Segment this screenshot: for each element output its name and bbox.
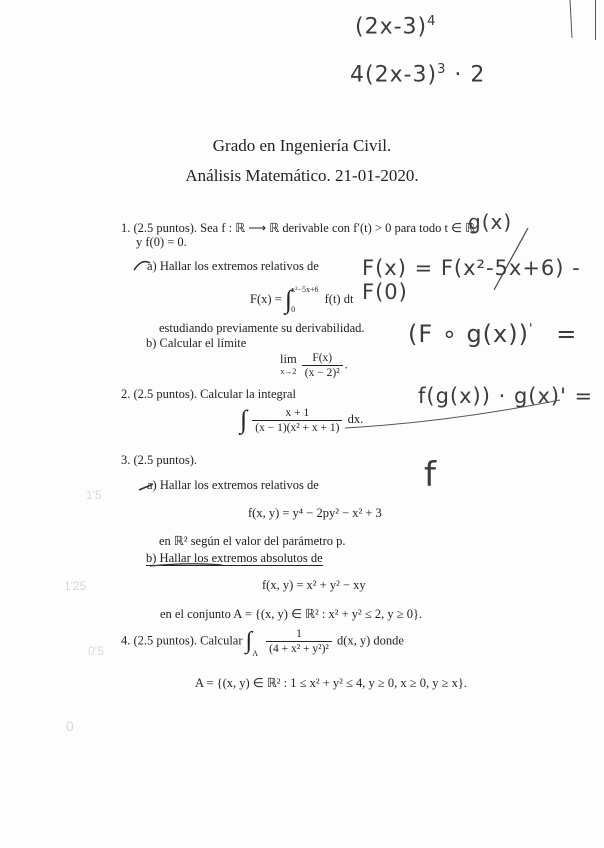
handwritten-chain-rule: f(g(x)) · g(x)' = (418, 384, 594, 408)
p1-part-a-tail: estudiando previamente su derivabilidad. (159, 321, 365, 335)
p1-part-a: a) Hallar los extremos relativos de (147, 259, 319, 273)
p4-statement: 4. (2.5 puntos). Calcular $\int_A$ $\frac{1}{\text{(4 + x² + y²)²}}$ d(x, y) donde (121, 628, 404, 659)
integral-upper: x²−5x+6 (291, 285, 319, 294)
p1-part-b: b) Calcular el límite (146, 336, 247, 350)
p2-integral: ∫ $\frac{x + 1}{\text{(x − 1)(x² + x + 1)}}$ dx. (240, 405, 364, 434)
margin-mark-4: 0 (66, 718, 74, 734)
handwritten-composition: (F ∘ g(x))' = (408, 320, 578, 348)
p3-part-a-tail: en ℝ² según el valor del parámetro p. (159, 534, 346, 548)
p3-function-2: f(x, y) = x² + y² − xy (262, 578, 366, 592)
margin-mark-1: 1'5 (86, 488, 102, 502)
handwritten-F-expression: F(x) = F(x²-5x+6) - F(0) (362, 256, 581, 304)
handwritten-f: f (424, 455, 437, 495)
p1-limit: lim x→2 $\frac{F(x)}{\text{(x − 2)²}}$ . (280, 352, 348, 379)
course-title: Grado en Ingeniería Civil. (212, 136, 392, 155)
handwritten-power-note: $(2x-3)^4$ (355, 14, 437, 40)
margin-mark-2: 1'25 (64, 579, 87, 593)
p3-statement: 3. (2.5 puntos). (121, 453, 198, 467)
p1-condition: y f(0) = 0. (136, 235, 187, 249)
p1-formula: F(x) = ∫ x²−5x+6 0 f(t) dt (250, 280, 353, 320)
p1-statement: 1. (2.5 puntos). Sea f : ℝ ⟶ ℝ derivable con f′(t) > 0 para todo t ∈ ℝ (121, 221, 475, 235)
handwritten-derivative-note: $4(2x-3)^3 \cdot 2$ (350, 62, 486, 88)
exam-title: Análisis Matemático. 21-01-2020. (185, 166, 419, 185)
p3-function-1: f(x, y) = y⁴ − 2py² − x² + 3 (248, 506, 382, 520)
p3-part-b-tail: en el conjunto A = {(x, y) ∈ ℝ² : x² + y² ≤ 2, y ≥ 0}. (160, 607, 423, 621)
margin-mark-3: 0'5 (88, 644, 104, 658)
p3-part-b: b) Hallar los extremos absolutos de (146, 551, 323, 565)
p2-statement: 2. (2.5 puntos). Calcular la integral (121, 387, 296, 401)
handwritten-g-label: g(x) (468, 210, 513, 234)
page-edge-line (595, 0, 596, 40)
p4-region: A = {(x, y) ∈ ℝ² : 1 ≤ x² + y² ≤ 4, y ≥ 0, x ≥ 0, y ≥ x}. (195, 676, 467, 690)
integral-lower: 0 (291, 305, 296, 314)
p3-part-a: a) Hallar los extremos relativos de (147, 478, 319, 492)
